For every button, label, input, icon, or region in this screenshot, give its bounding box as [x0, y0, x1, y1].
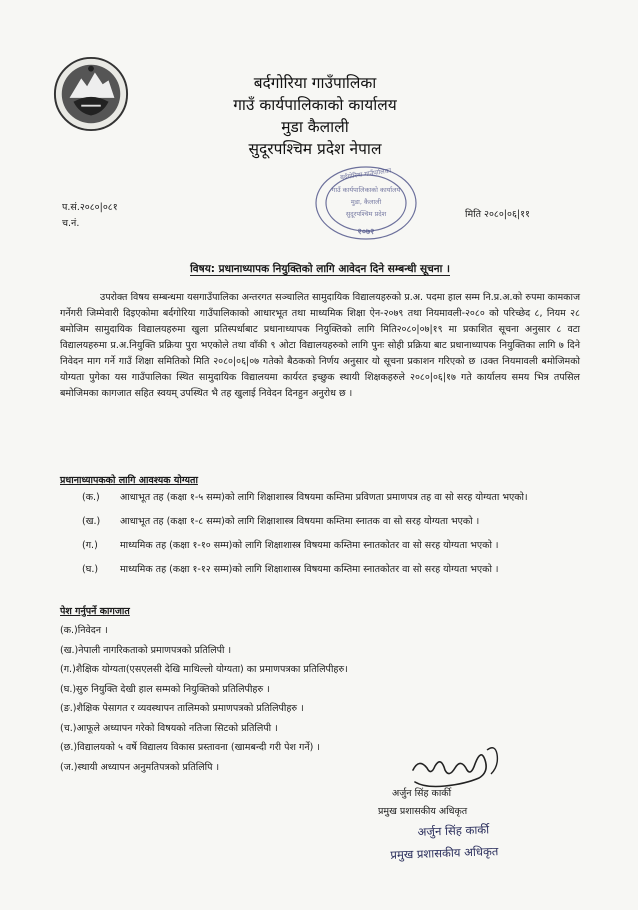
svg-text:बर्दगोरिया गाउँपालिका: बर्दगोरिया गाउँपालिका [339, 166, 392, 182]
handwritten-signature [405, 740, 505, 790]
header-office: गाउँ कार्यपालिकाको कार्यालय [233, 96, 397, 114]
list-item [60, 538, 580, 554]
list-item: (ङ.)शैक्षिक पेसागत र व्यवस्थापन तालिमको प्रमाणपत्रको प्रतिलिपीहरु । [60, 703, 304, 714]
svg-text:गाउँ कार्यपालिकाको कार्यालय: गाउँ कार्यपालिकाको कार्यालय [331, 186, 401, 194]
notice-body: उपरोक्त विषय सम्बन्धमा यसगाउँपालिका अन्तरगत सञ्चालित सामुदायिक विद्यालयहरुको प्र.अ. पदमा हाल सम्म नि.प्र.अ.को रुपमा कामकाज गर्नेगरी जिम्मेवारी दिइएकोमा बर्दगोरिया गाउँपालिकाको आधारभूत तथा माध्यमिक शिक्षा ऐन-२०७९ तथा नियमावली-२०८० को परिच्छेद ८, नियम २८ बमोजिम सामुदायिक विद्यालयहरुमा खुला प्रतिस्पर्धाबाट प्रधानाध्यापक नियुक्तिको लागि मिति२०८०|०७|१९ मा प्रकाशित सूचना अनुसार ८ वटा विद्यालयहरुमा प्र.अ.नियुक्ति प्रक्रिया पुरा भएकोले तथा वाँकी ९ ओटा विद्यालयहरुको लागि पुनः सोही प्रक्रिया बाट प्रधानाध्यापक नियुक्तिका लागि ७ दिने निवेदन माग गर्ने गाउँ शिक्षा समितिको मिति २०८०|०६|०७ गतेको बैठकको निर्णय अनुसार यो सूचना प्रकाशन गरिएको छ ।उक्त नियमावली बमोजिमको योग्यता पुगेका यस गाउँपालिका स्थित सामुदायिक विद्यालयमा कार्यरत इच्छुक स्थायी शिक्षकहरुले २०८०|०६|१७ गते कार्यालय समय भित्र तपसिल बमोजिमका कागजात सहित स्वयम् उपस्थित भै तह खुलाई निवेदन दिनहुन अनुरोध छ । [60, 292, 580, 399]
list-item: (घ.)सुरु नियुक्ति देखी हाल सम्मको नियुक्तिको प्रतिलिपीहरु । [60, 683, 270, 695]
header-municipality: बर्दगोरिया गाउँपालिका [253, 74, 377, 92]
signatory-title: प्रमुख प्रशासकीय अधिकृत [378, 806, 468, 817]
item-label: (ग.) [82, 540, 98, 551]
subject-line [60, 262, 580, 276]
nepal-emblem-logo [52, 55, 130, 133]
item-text: आधाभूत तह (कक्षा १-५ सम्म)को लागि शिक्षाशास्त्र विषयमा कम्तिमा प्रविणता प्रमाणपत्र तह वा सो सरह योग्यता भएको। [120, 492, 528, 503]
item-text: माध्यमिक तह (कक्षा १-१२ सम्म)को लागि शिक्षाशास्त्र विषयमा कम्तिमा स्नातकोतर वा सो सरह योग्यता भएको । [120, 564, 499, 575]
dispatch-number: च.नं. [62, 218, 80, 229]
list-item [60, 490, 580, 506]
documents-heading: पेश गर्नुपर्ने कागजात [60, 606, 130, 617]
item-text: आधाभूत तह (कक्षा १-८ सम्म)को लागि शिक्षाशास्त्र विषयमा कम्तिमा स्नातक वा सो सरह योग्यता भएको । [120, 516, 480, 527]
svg-text:मुडा, कैलाली: मुडा, कैलाली [350, 198, 382, 206]
svg-text:सुदूरपश्चिम प्रदेश: सुदूरपश्चिम प्रदेश [345, 210, 387, 218]
header-location: मुडा कैलाली [281, 118, 349, 136]
name-stamp [389, 818, 498, 866]
reference-block [62, 200, 118, 232]
qualifications-heading: प्रधानाध्यापकको लागि आवश्यक योग्यता [60, 475, 198, 486]
office-seal-stamp [310, 162, 422, 244]
signatory-name: अर्जुन सिंह कार्की [392, 788, 452, 799]
list-item: (ग.)शैक्षिक योग्यता(एसएलसी देखि माथिल्लो योग्यता) का प्रमाणपत्रका प्रतिलिपीहरु। [60, 664, 348, 675]
item-label: (घ.) [82, 564, 99, 575]
item-label: (ख.) [82, 516, 101, 527]
stamp-title: प्रमुख प्रशासकीय अधिकृत [390, 844, 499, 862]
office-header [150, 72, 480, 160]
letter-number: प.सं.२०८०|०८१ [62, 202, 118, 213]
item-text: माध्यमिक तह (कक्षा १-१० सम्म)को लागि शिक्षाशास्त्र विषयमा कम्तिमा स्नातकोतर वा सो सरह योग्यता भएको । [120, 540, 499, 551]
header-province: सुदूरपश्चिम प्रदेश नेपाल [248, 140, 382, 158]
svg-text:२०७२: २०७२ [357, 227, 375, 236]
qualifications-list [60, 490, 580, 586]
list-item [60, 514, 580, 530]
list-item: (ज.)स्थायी अध्यापन अनुमतिपत्रको प्रतिलिपि । [60, 761, 220, 773]
list-item: (छ.)विद्यालयको ५ वर्षे विद्यालय विकास प्रस्तावना (खामबन्दी गरी पेश गर्ने) । [60, 742, 320, 753]
subject-text: विषय: प्रधानाध्यापक नियुक्तिको लागि आवेदन दिने सम्बन्धी सूचना । [190, 263, 450, 275]
list-item [60, 562, 580, 578]
stamp-name: अर्जुन सिंह कार्की [417, 822, 490, 839]
list-item: (च.)आफूले अध्यापन गरेको विषयको नतिजा सिटको प्रतिलिपी । [60, 722, 278, 734]
signatory-block [378, 785, 467, 821]
letter-date: मिति २०८०|०६|११ [465, 209, 530, 220]
item-label: (क.) [82, 492, 100, 503]
list-item: (क.)निवेदन । [60, 625, 108, 636]
list-item: (ख.)नेपाली नागरिकताको प्रमाणपत्रको प्रतिलिपी । [60, 644, 232, 656]
